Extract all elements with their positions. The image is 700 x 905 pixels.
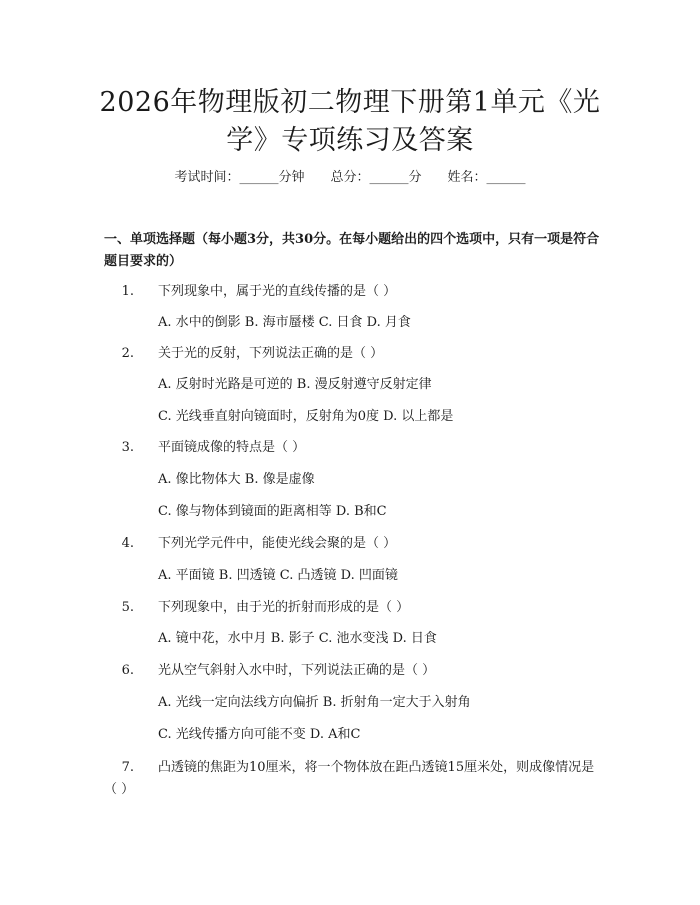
question-6: [104, 660, 604, 682]
question-6-options-line-1: A. 光线一定向法线方向偏折 B. 折射角一定大于入射角: [158, 695, 471, 710]
question-1: [104, 281, 604, 303]
question-7: [104, 757, 604, 801]
question-number: 7.: [121, 760, 134, 775]
question-5-options-line-1: A. 镜中花，水中月 B. 影子 C. 池水变浅 D. 日食: [158, 631, 437, 646]
student-name-field: 姓名：______: [447, 170, 526, 185]
document-title: 2026年物理版初二物理下册第1单元《光学》专项练习及答案: [99, 87, 601, 156]
exam-time-field: 考试时间：______分钟: [174, 170, 305, 185]
question-6-options-line-2: C. 光线传播方向可能不变 D. A和C: [158, 727, 361, 742]
question-number: 2.: [121, 346, 134, 361]
section-heading: 一、单项选择题（每小题3分，共30分。在每小题给出的四个选项中，只有一项是符合题目要求的）: [104, 232, 600, 269]
exam-info-row: [0, 169, 700, 187]
question-1-options-line-1: A. 水中的倒影 B. 海市蜃楼 C. 日食 D. 月食: [158, 315, 411, 330]
question-text: 下列现象中，由于光的折射而形成的是（ ）: [158, 600, 410, 615]
question-3: [104, 437, 604, 459]
question-text: 平面镜成像的特点是（ ）: [158, 440, 306, 455]
total-score-field: 总分：______分: [330, 170, 422, 185]
question-number: 6.: [121, 663, 134, 678]
question-number: 1.: [121, 284, 134, 299]
question-2-options-line-2: C. 光线垂直射向镜面时，反射角为0度 D. 以上都是: [158, 409, 454, 424]
question-text: 关于光的反射，下列说法正确的是（ ）: [158, 346, 384, 361]
question-text: 下列光学元件中，能使光线会聚的是（ ）: [158, 536, 397, 551]
question-4-options-line-1: A. 平面镜 B. 凹透镜 C. 凸透镜 D. 凹面镜: [158, 568, 398, 583]
question-number: 3.: [121, 440, 134, 455]
question-2: [104, 343, 604, 365]
question-5: [104, 597, 604, 619]
question-3-options-line-2: C. 像与物体到镜面的距离相等 D. B和C: [158, 504, 387, 519]
question-text: 凸透镜的焦距为10厘米，将一个物体放在距凸透镜15厘米处，则成像情况是（ ）: [104, 760, 595, 797]
question-4: [104, 533, 604, 555]
question-2-options-line-1: A. 反射时光路是可逆的 B. 漫反射遵守反射定律: [158, 377, 432, 392]
question-number: 5.: [121, 600, 134, 615]
question-number: 4.: [121, 536, 134, 551]
question-text: 光从空气斜射入水中时，下列说法正确的是（ ）: [158, 663, 436, 678]
question-3-options-line-1: A. 像比物体大 B. 像是虚像: [158, 472, 315, 487]
question-text: 下列现象中，属于光的直线传播的是（ ）: [158, 284, 397, 299]
